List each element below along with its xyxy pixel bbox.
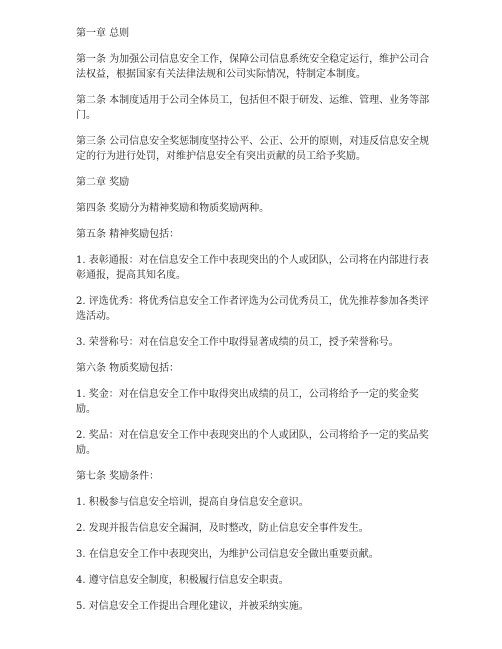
list-item: 2. 奖品：对在信息安全工作中表现突出的个人或团队，公司将给予一定的奖品奖励。 — [76, 430, 429, 456]
list-item: 2. 发现并报告信息安全漏洞，及时整改，防止信息安全事件发生。 — [76, 523, 369, 534]
list-item: 3. 在信息安全工作中表现突出，为维护公司信息安全做出重要贡献。 — [76, 549, 379, 560]
article-paragraph: 第一条 为加强公司信息安全工作，保障公司信息系统安全稳定运行，维护公司合法权益，根据国家有关法律法规和公司实际情况，特制定本制度。 — [76, 54, 430, 80]
list-item: 1. 表彰通报：对在信息安全工作中表现突出的个人或团队，公司将在内部进行表彰通报，提高其知名度。 — [76, 255, 429, 281]
list-item: 5. 对信息安全工作提出合理化建议，并被采纳实施。 — [76, 601, 309, 612]
article-paragraph: 第五条 精神奖励包括： — [76, 229, 180, 240]
article-paragraph: 第六条 物质奖励包括： — [76, 363, 180, 374]
document-body — [76, 26, 436, 625]
list-item: 1. 积极参与信息安全培训，提高自身信息安全意识。 — [76, 497, 309, 508]
chapter-heading: 第一章 总则 — [76, 28, 130, 39]
article-paragraph: 第三条 公司信息安全奖惩制度坚持公平、公正、公开的原则，对违反信息安全规定的行为进行处罚，对维护信息安全有突出贡献的员工给予奖励。 — [76, 136, 430, 162]
list-item: 2. 评选优秀：将优秀信息安全工作者评选为公司优秀员工，优先推荐参加各类评选活动。 — [76, 296, 429, 322]
article-paragraph: 第二条 本制度适用于公司全体员工，包括但不限于研发、运维、管理、业务等部门。 — [76, 95, 430, 121]
list-item: 1. 奖金：对在信息安全工作中取得突出成绩的员工，公司将给予一定的奖金奖励。 — [76, 389, 419, 415]
list-item: 4. 遵守信息安全制度，积极履行信息安全职责。 — [76, 575, 289, 586]
article-paragraph: 第四条 奖励分为精神奖励和物质奖励两种。 — [76, 203, 270, 214]
chapter-heading: 第二章 奖励 — [76, 177, 130, 188]
article-paragraph: 第七条 奖励条件： — [76, 471, 160, 482]
list-item: 3. 荣誉称号：对在信息安全工作中取得显著成绩的员工，授予荣誉称号。 — [76, 337, 399, 348]
